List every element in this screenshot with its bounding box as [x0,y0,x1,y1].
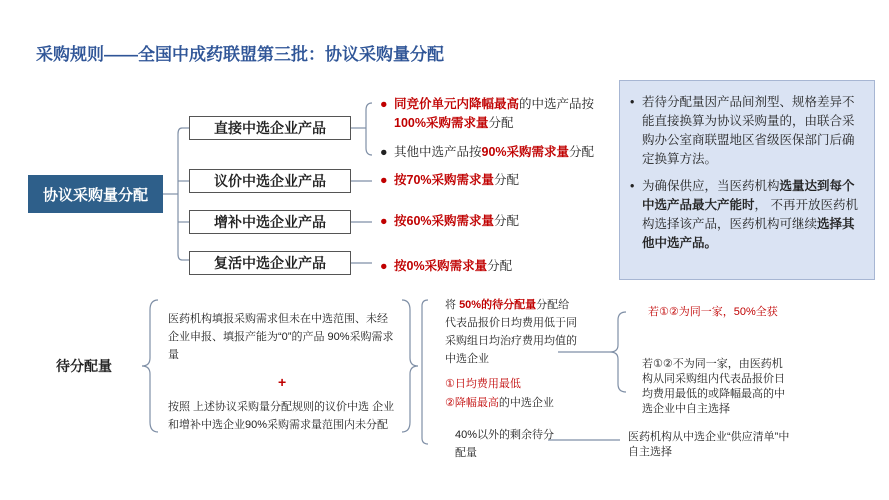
red-bullet: ● [380,97,388,111]
page-title: 采购规则——全国中成药联盟第三批：协议采购量分配 [36,45,444,64]
rule-direct-other: ● 其他中选产品按90%采购需求量分配 [380,143,594,162]
outcome-supply-list: 医药机构从中选企业“供应清单”中自主选择 [628,431,790,458]
rule-bracket-1 [366,103,372,155]
remaining-pending: 40%以外的剩余待分配量 [455,429,555,459]
notes-box [619,80,875,280]
pending-brace-mid [402,300,418,432]
category-negotiated: 议价中选企业产品 [189,169,351,193]
criterion-highest-cut: ②降幅最高的中选企业 [445,397,554,409]
main-node-agreement-allocation: 协议采购量分配 [28,175,163,213]
pending-source-2: 按照 上述协议采购量分配规则的议价中选 企业和增补中选企业90%采购需求量范围内未分配 [168,401,395,431]
criterion-lowest-cost: ①日均费用最低 [445,378,521,390]
pending-brace-left [142,300,158,432]
pending-source-1: 医药机构填报采购需求但未在中选范围、未经企业申报、填报产能为“0”的产品 90%采购需求量 [168,313,394,361]
rule-direct-top: ● 同竞价单元内降幅最高的中选产品按 100%采购需求量分配 [380,97,595,130]
note-supply: • 为确保供应，当医药机构选量达到每个中选产品最大产能时， 不再开放医药机构选择该产品，医药机构可继续选择其他中选产品。 [630,179,858,250]
black-bullet: ● [380,145,388,159]
category-supplementary: 增补中选企业产品 [189,210,351,234]
category-direct: 直接中选企业产品 [189,116,351,140]
outcome-brace [610,312,626,392]
rule-negotiated: ● 按70%采购需求量分配 [380,173,520,187]
plus-sign: + [278,374,287,390]
category-bracket [178,128,182,260]
pending-label: 待分配量 [56,358,112,374]
category-revived: 复活中选企业产品 [189,251,351,275]
rule-revived: ● 按0%采购需求量分配 [380,259,513,273]
note-conversion: • 若待分配量因产品间剂型、规格差异不能直接换算为协议采购量的，由联合采购办公室商联盟地区省级医保部门后确定换算方法。 [630,95,855,166]
alloc-bracket [422,300,428,444]
outcome-different-company: 若①②不为同一家，由医药机构从同采购组内代表品报价日均费用最低的或降幅最高的中选企业中自主选择 [642,358,785,415]
allocation-50: 将 50%的待分配量分配给代表品报价日均费用低于同采购组日均治疗费用均值的中选企业 [445,299,577,365]
outcome-same-company: 若①②为同一家，50%全获 [648,306,778,318]
rule-supplementary: ● 按60%采购需求量分配 [380,214,520,228]
